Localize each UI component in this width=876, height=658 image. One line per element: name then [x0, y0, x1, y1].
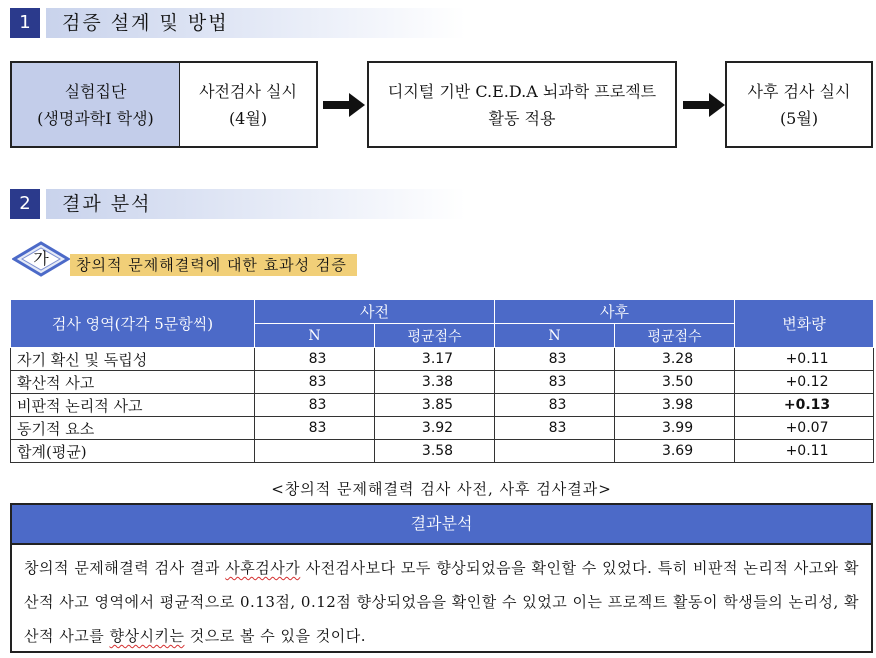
table-header-row [11, 300, 874, 324]
badge-label: 가 [33, 249, 49, 268]
analysis-part2: 사전검사보다 모두 향상되었음을 확인할 수 있었다. 특히 비판적 논리적 사고와 확산적 사고 영역에서 평균적으로 0.13점, 0.12점 향상되었음을 확인할 수 있었고 이는 프로젝트 활동이 학생들의 논리성, 확산적 사고를 [24, 559, 859, 645]
cell-area: 동기적 요소 [11, 417, 255, 440]
cell-change: +0.13 [735, 394, 874, 417]
table-row [11, 348, 874, 371]
activity-line1: 디지털 기반 C.E.D.A 뇌과학 프로젝트 [387, 81, 657, 101]
flow-group-box [10, 61, 180, 148]
table-caption: <창의적 문제해결력 검사 사전, 사후 검사결과> [271, 480, 612, 498]
cell-post-mean: 3.99 [615, 417, 735, 440]
header-post: 사후 [495, 300, 735, 324]
table-row [11, 417, 874, 440]
table-row [11, 371, 874, 394]
cell-pre-n: 83 [255, 371, 375, 394]
results-table [10, 299, 874, 463]
cell-change: +0.11 [735, 348, 874, 371]
cell-area: 자기 확신 및 독립성 [11, 348, 255, 371]
activity-line2: 활동 적용 [488, 108, 556, 128]
group-line2: (생명과학I 학생) [37, 108, 154, 128]
cell-post-mean: 3.69 [615, 440, 735, 463]
table-row [11, 440, 874, 463]
header-post-n: N [495, 324, 615, 348]
arrow-right-icon [683, 93, 725, 117]
flow-activity-box [367, 61, 677, 148]
section-number: 2 [10, 189, 40, 219]
cell-pre-mean: 3.92 [375, 417, 495, 440]
analysis-part3: 것으로 볼 수 있을 것이다. [184, 627, 366, 645]
subsection-title: 창의적 문제해결력에 대한 효과성 검증 [70, 254, 357, 276]
cell-pre-mean: 3.38 [375, 371, 495, 394]
arrow-right-icon [323, 93, 365, 117]
post-line1: 사후 검사 실시 [747, 81, 851, 101]
section-number: 1 [10, 8, 40, 38]
section-1-header [10, 8, 510, 38]
cell-post-mean: 3.50 [615, 371, 735, 394]
header-post-mean: 평균점수 [615, 324, 735, 348]
cell-area: 확산적 사고 [11, 371, 255, 394]
section-title: 결과 분석 [62, 193, 152, 215]
cell-pre-n: 83 [255, 394, 375, 417]
cell-pre-n: 83 [255, 348, 375, 371]
pre-line2: (4월) [228, 108, 268, 128]
analysis-mark2: 향상시키는 [109, 627, 185, 645]
header-area: 검사 영역(각각 5문항씩) [11, 300, 255, 348]
group-line1: 실험집단 [64, 81, 127, 101]
pre-line1: 사전검사 실시 [199, 81, 297, 101]
post-line2: (5월) [779, 108, 819, 128]
table-row [11, 394, 874, 417]
cell-change: +0.11 [735, 440, 874, 463]
cell-area: 비판적 논리적 사고 [11, 394, 255, 417]
subsection-badge [12, 241, 70, 277]
analysis-text [12, 545, 871, 653]
analysis-mark1: 사후검사가 [225, 559, 301, 577]
cell-area: 합계(평균) [11, 440, 255, 463]
header-pre-mean: 평균점수 [375, 324, 495, 348]
cell-pre-mean: 3.58 [375, 440, 495, 463]
cell-pre-n [255, 440, 375, 463]
cell-pre-mean: 3.17 [375, 348, 495, 371]
cell-pre-mean: 3.85 [375, 394, 495, 417]
cell-post-n: 83 [495, 394, 615, 417]
cell-post-n: 83 [495, 417, 615, 440]
cell-post-n [495, 440, 615, 463]
section-2-header [10, 189, 510, 219]
header-pre: 사전 [255, 300, 495, 324]
cell-pre-n: 83 [255, 417, 375, 440]
header-change: 변화량 [735, 300, 874, 348]
flow-post-box [725, 61, 873, 148]
header-pre-n: N [255, 324, 375, 348]
cell-change: +0.12 [735, 371, 874, 394]
analysis-part1: 창의적 문제해결력 검사 결과 [24, 559, 226, 577]
cell-change: +0.07 [735, 417, 874, 440]
cell-post-mean: 3.98 [615, 394, 735, 417]
analysis-heading: 결과분석 [12, 505, 871, 545]
cell-post-mean: 3.28 [615, 348, 735, 371]
analysis-box [10, 503, 873, 653]
flow-pre-box [179, 61, 318, 148]
section-title: 검증 설계 및 방법 [62, 12, 229, 34]
cell-post-n: 83 [495, 348, 615, 371]
cell-post-n: 83 [495, 371, 615, 394]
